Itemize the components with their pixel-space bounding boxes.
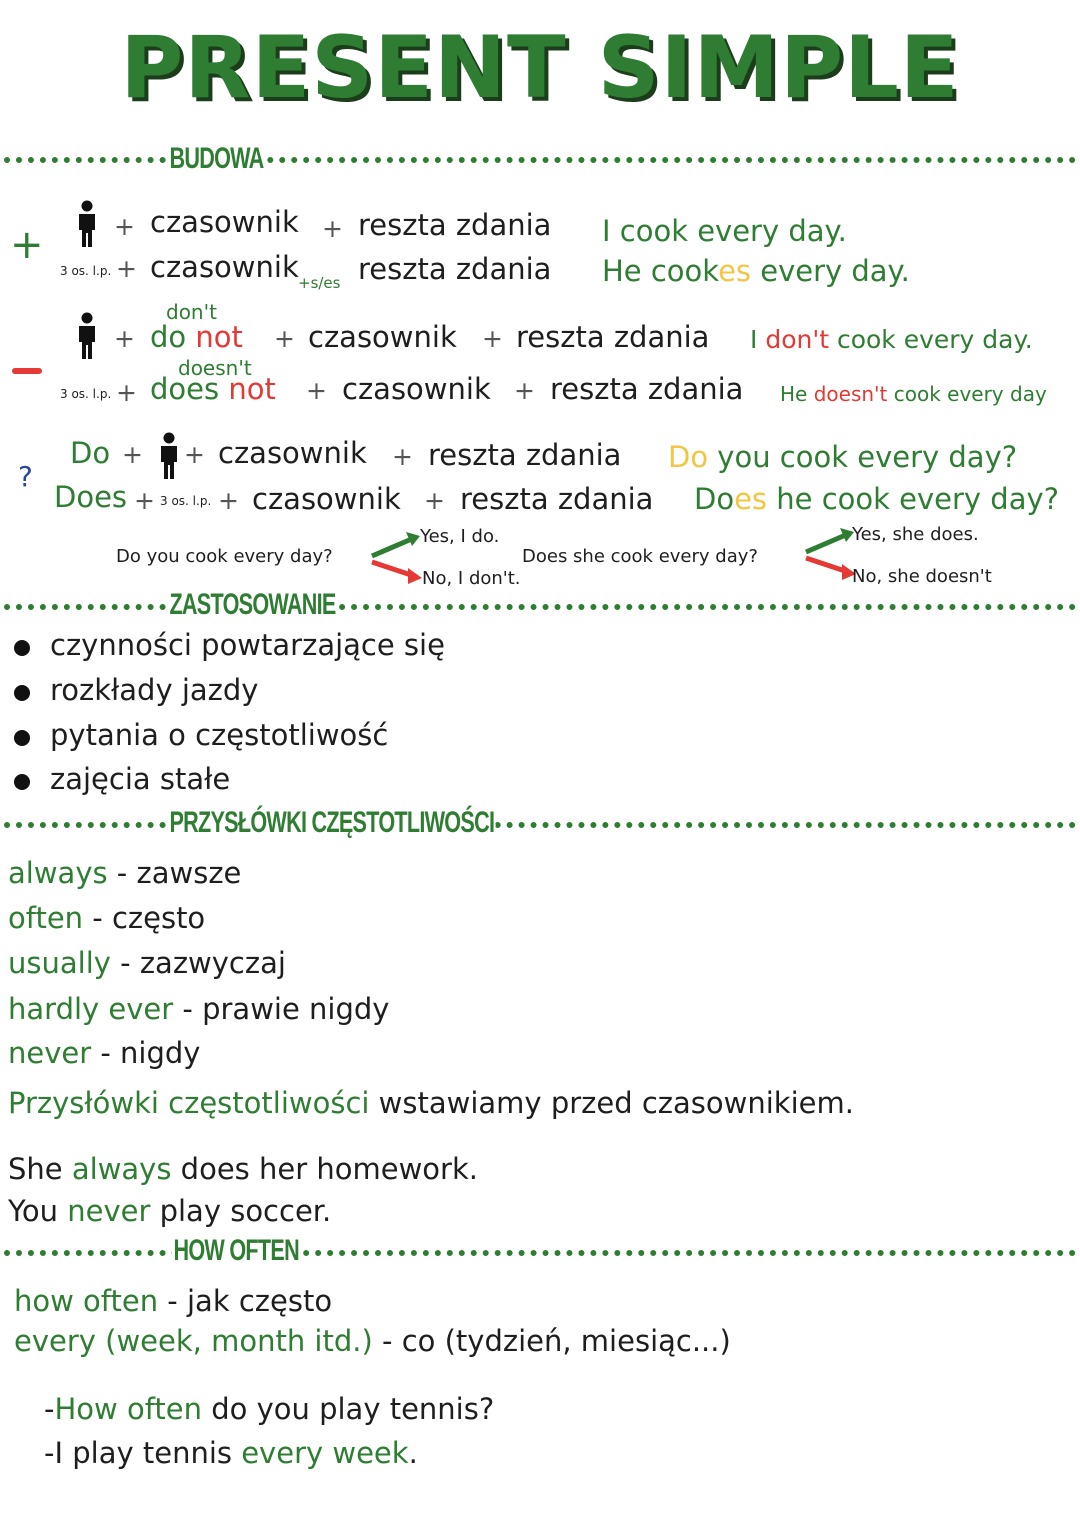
section-divider-how-often [4, 1250, 1076, 1256]
plus-operator: + [514, 376, 535, 405]
short-answer-no-1: No, I don't. [422, 568, 521, 589]
question-example-2: Does he cook every day? [694, 482, 1060, 516]
adverb-often: often - często [8, 901, 206, 935]
bullet-icon [14, 774, 30, 790]
adverb-rule: Przysłówki częstotliwości wstawiamy przed czasownikiem. [8, 1086, 854, 1120]
negative-verb-3rd: czasownik [342, 372, 491, 406]
negative-minus-sign [12, 368, 42, 374]
adverb-usually: usually - zazwyczaj [8, 946, 286, 980]
negative-do-not: do not [150, 320, 243, 354]
section-title-przyslowki: PRZYSŁÓWKI CZĘSTOTLIWOŚCI [169, 806, 495, 839]
usage-item-2: rozkłady jazdy [50, 673, 259, 707]
how-often-line-2: every (week, month itd.) - co (tydzień, miesiąc...) [14, 1324, 731, 1358]
short-answer-question-2: Does she cook every day? [522, 546, 758, 567]
short-answer-yes-2: Yes, she does. [852, 524, 979, 545]
adverb-never: never - nigdy [8, 1036, 201, 1070]
bullet-icon [14, 685, 30, 701]
section-divider-przyslowki [4, 822, 1076, 828]
question-mark-sign: ? [18, 460, 33, 493]
how-often-line-1: how often - jak często [14, 1284, 333, 1318]
section-title-how-often: HOW OFTEN [173, 1234, 299, 1267]
question-verb: czasownik [218, 436, 367, 470]
plus-operator: + [134, 486, 155, 515]
arrow-icon [370, 530, 424, 586]
section-title-budowa: BUDOWA [169, 142, 264, 175]
plus-operator: + [114, 212, 135, 241]
plus-operator: + [274, 324, 295, 353]
affirmative-rest-3rd: reszta zdania [358, 252, 552, 286]
contraction-doesnt: doesn't [178, 356, 252, 380]
negative-verb: czasownik [308, 320, 457, 354]
adverb-example-1: She always does her homework. [8, 1152, 478, 1186]
affirmative-verb-3rd: czasownik [150, 250, 299, 284]
usage-item-3: pytania o częstotliwość [50, 718, 389, 752]
plus-operator: + [392, 442, 413, 471]
plus-operator: + [184, 440, 205, 469]
negative-rest-3rd: reszta zdania [550, 372, 744, 406]
question-verb-3rd: czasownik [252, 482, 401, 516]
person-icon [76, 312, 98, 360]
plus-operator: + [116, 378, 137, 407]
short-answer-no-2: No, she doesn't [852, 566, 992, 587]
affirmative-rest: reszta zdania [358, 208, 552, 242]
section-divider-zastosowanie [4, 604, 1076, 610]
suffix-note: +s/es [298, 274, 341, 292]
third-person-label: 3 os. l.p. [60, 387, 112, 401]
plus-operator: + [218, 486, 239, 515]
adverb-hardly-ever: hardly ever - prawie nigdy [8, 992, 390, 1026]
section-title-zastosowanie: ZASTOSOWANIE [169, 588, 336, 621]
question-rest: reszta zdania [428, 438, 622, 472]
contraction-dont: don't [166, 300, 217, 324]
short-answer-yes-1: Yes, I do. [420, 526, 500, 547]
short-answer-question-1: Do you cook every day? [116, 546, 333, 567]
arrow-icon [804, 526, 858, 582]
plus-operator: + [122, 440, 143, 469]
person-icon [76, 200, 98, 248]
plus-operator: + [306, 376, 327, 405]
negative-does-not: does not [150, 372, 276, 406]
plus-operator: + [482, 324, 503, 353]
person-icon [158, 432, 180, 480]
affirmative-plus-sign: + [10, 222, 44, 268]
how-often-example-2: -I play tennis every week. [44, 1436, 418, 1470]
question-does: Does [54, 480, 128, 514]
how-often-example-1: -How often do you play tennis? [44, 1392, 495, 1426]
negative-example-1: I don't cook every day. [750, 325, 1033, 354]
page-title: PRESENT SIMPLE [120, 18, 960, 118]
question-do: Do [70, 436, 111, 470]
plus-operator: + [322, 214, 343, 243]
plus-operator: + [114, 324, 135, 353]
usage-item-4: zajęcia stałe [50, 762, 231, 796]
affirmative-example-1: I cook every day. [602, 214, 847, 248]
usage-item-1: czynności powtarzające się [50, 628, 445, 662]
adverb-example-2: You never play soccer. [8, 1194, 332, 1228]
plus-operator: + [116, 254, 137, 283]
affirmative-verb: czasownik [150, 205, 299, 239]
bullet-icon [14, 640, 30, 656]
question-example-1: Do you cook every day? [668, 440, 1018, 474]
section-divider-budowa [4, 157, 1076, 163]
negative-example-2: He doesn't cook every day [780, 382, 1047, 406]
third-person-label: 3 os. l.p. [160, 494, 212, 508]
affirmative-example-2: He cookes every day. [602, 254, 910, 288]
bullet-icon [14, 730, 30, 746]
plus-operator: + [424, 486, 445, 515]
third-person-label: 3 os. l.p. [60, 264, 112, 278]
negative-rest: reszta zdania [516, 320, 710, 354]
adverb-always: always - zawsze [8, 856, 242, 890]
question-rest-3rd: reszta zdania [460, 482, 654, 516]
